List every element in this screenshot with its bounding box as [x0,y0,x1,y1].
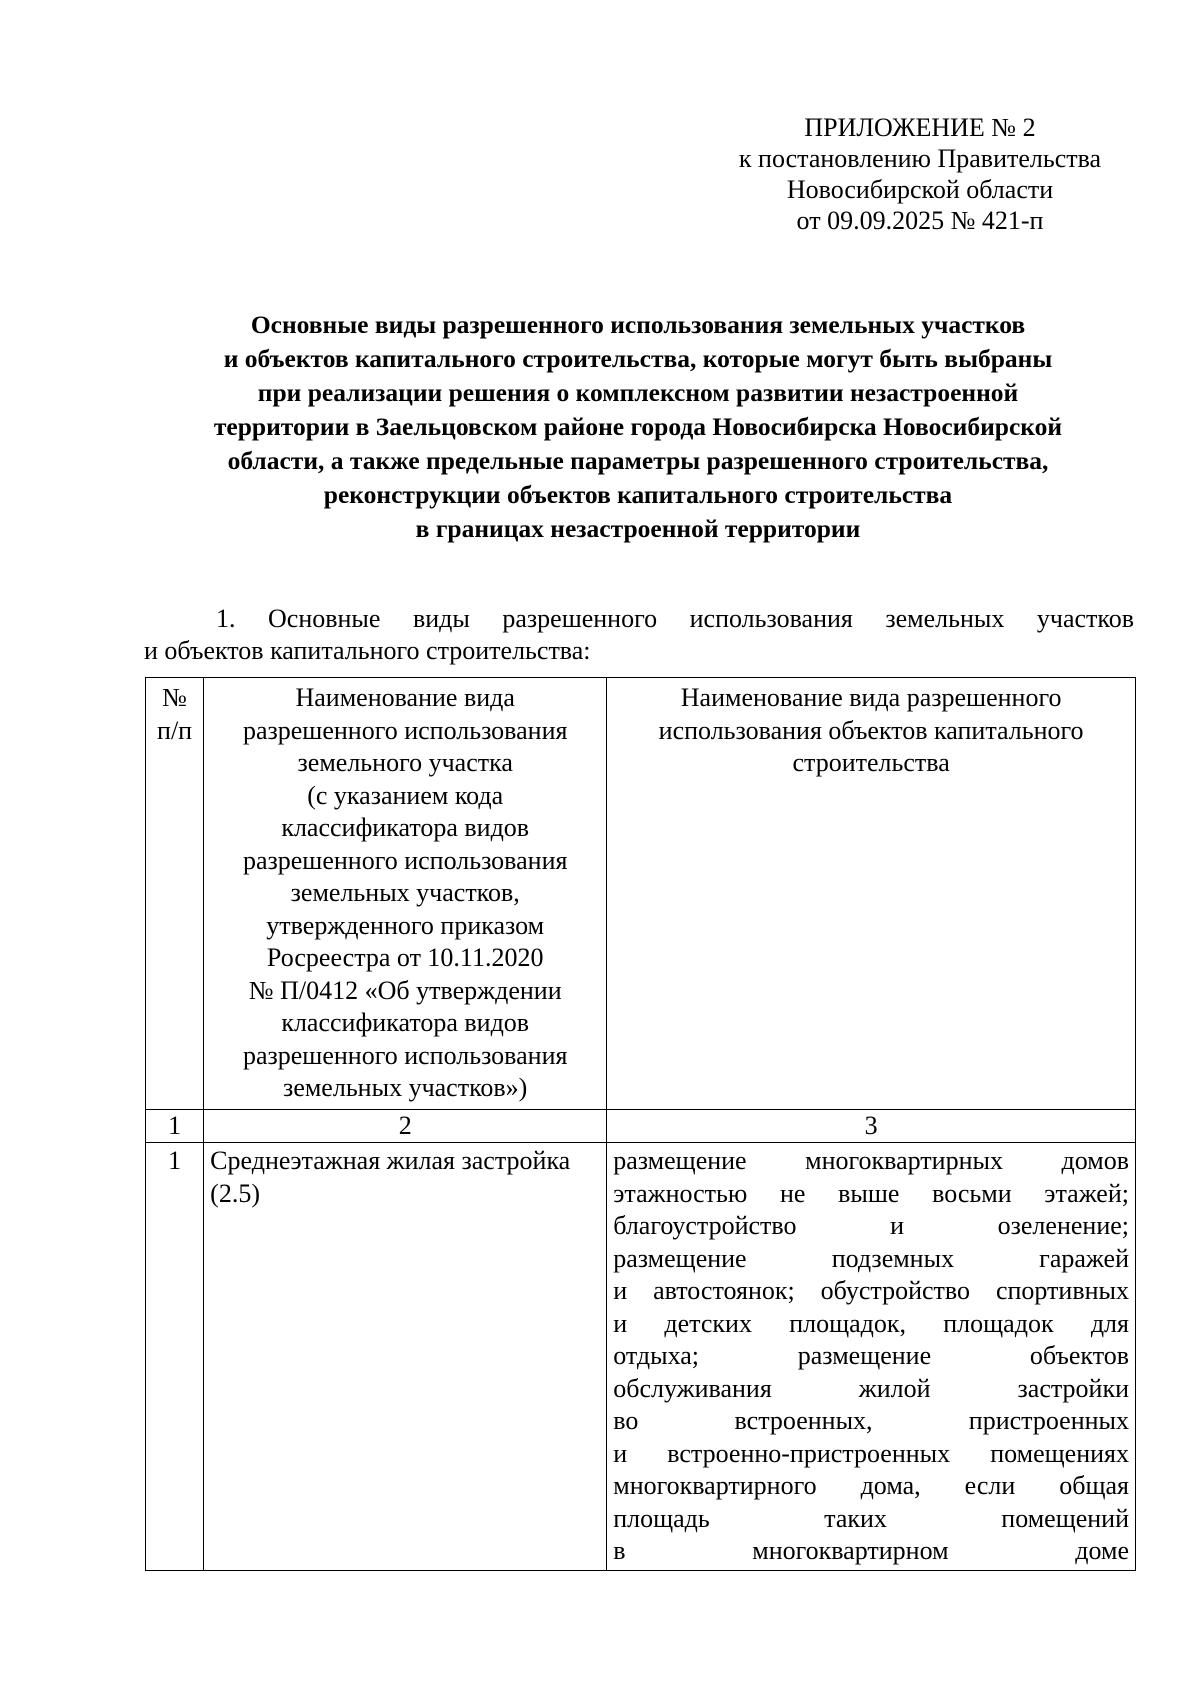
appendix-title: ПРИЛОЖЕНИЕ № 2 [804,113,1036,142]
header-line: земельного участка [297,748,513,777]
cell-line: размещение подземных гаражей [613,1243,1129,1273]
header-line: утвержденного приказом [266,910,545,940]
header-line: Наименование вида [295,683,515,712]
header-line: земельных участков, [290,878,520,907]
title-line: и объектов капитального строительства, которые могут быть выбраны [223,344,1053,373]
land-use-name: Среднеэтажная жилая застройка [210,1146,571,1175]
header-line: разрешенного использования [242,715,568,745]
header-line: строительства [792,748,950,777]
header-line: Росреестра от 10.11.2020 [266,943,544,972]
cell-line: многоквартирного дома, если общая [613,1471,1129,1500]
section-intro [144,603,1134,667]
appendix-resolution: к постановлению Правительства [738,144,1102,173]
land-use-table [145,677,1136,1571]
header-line: разрешенного использования [242,845,568,875]
intro-line: и объектов капитального строительства: [144,636,591,665]
header-line: классификатора видов [281,1008,530,1037]
cell-line: и автостоянок; обустройство спортивных [613,1276,1129,1305]
cell-line: благоустройство и озеленение; [613,1211,1129,1240]
header-line: земельных участков») [283,1073,528,1102]
capital-use-cell [607,1143,1136,1571]
table-row [146,1143,1136,1571]
row-number: 1 [146,1143,204,1571]
header-line: использования объектов капитального [658,715,1084,745]
header-capital-use-cell [607,678,1136,1110]
header-number-cell [146,678,204,1110]
land-use-code: (2.5) [210,1178,260,1208]
land-use-cell [204,1143,607,1571]
cell-line: в многоквартирном доме [613,1536,1129,1565]
column-number-row [146,1109,1136,1143]
title-line: территории в Заельцовском районе города Новосибирска Новосибирской [213,412,1063,441]
cell-line: и детских площадок, площадок для [613,1308,1129,1338]
table-header-row [146,678,1136,1110]
title-line: Основные виды разрешенного использования земельных участков [250,310,1026,339]
cell-line: площадь таких помещений [613,1503,1129,1533]
intro-line: 1. Основные виды разрешенного использования земельных участков [216,604,1134,633]
cell-line: размещение многоквартирных домов [613,1146,1129,1175]
document-title [140,308,1136,546]
cell-line: обслуживания жилой застройки [613,1373,1129,1403]
header-line: Наименование вида разрешенного [680,683,1062,712]
cell-line: во встроенных, пристроенных [613,1406,1129,1435]
header-line: классификатора видов [281,813,530,842]
column-number: 3 [607,1109,1136,1143]
header-land-use-cell [204,678,607,1110]
column-number: 1 [146,1109,204,1143]
title-line: реконструкции объектов капитального строительства [323,480,953,509]
header-line: № П/0412 «Об утверждении [248,975,562,1005]
header-number-abbr: п/п [157,715,193,745]
title-line: в границах незастроенной территории [415,514,861,543]
title-line: области, а также предельные параметры разрешенного строительства, [227,446,1049,475]
appendix-block [720,112,1120,236]
cell-line: и встроенно-пристроенных помещениях [613,1438,1129,1468]
appendix-date-number: от 09.09.2025 № 421-п [796,206,1044,235]
header-line: разрешенного использования [242,1040,568,1070]
column-number: 2 [204,1109,607,1143]
cell-line: отдыха; размещение объектов [613,1341,1129,1370]
appendix-region: Новосибирской области [786,175,1054,204]
cell-line: этажностью не выше восьми этажей; [613,1178,1129,1208]
header-number-sign: № [162,683,187,712]
header-line: (с указанием кода [307,780,504,810]
title-line: при реализации решения о комплексном развитии незастроенной [257,378,1019,407]
